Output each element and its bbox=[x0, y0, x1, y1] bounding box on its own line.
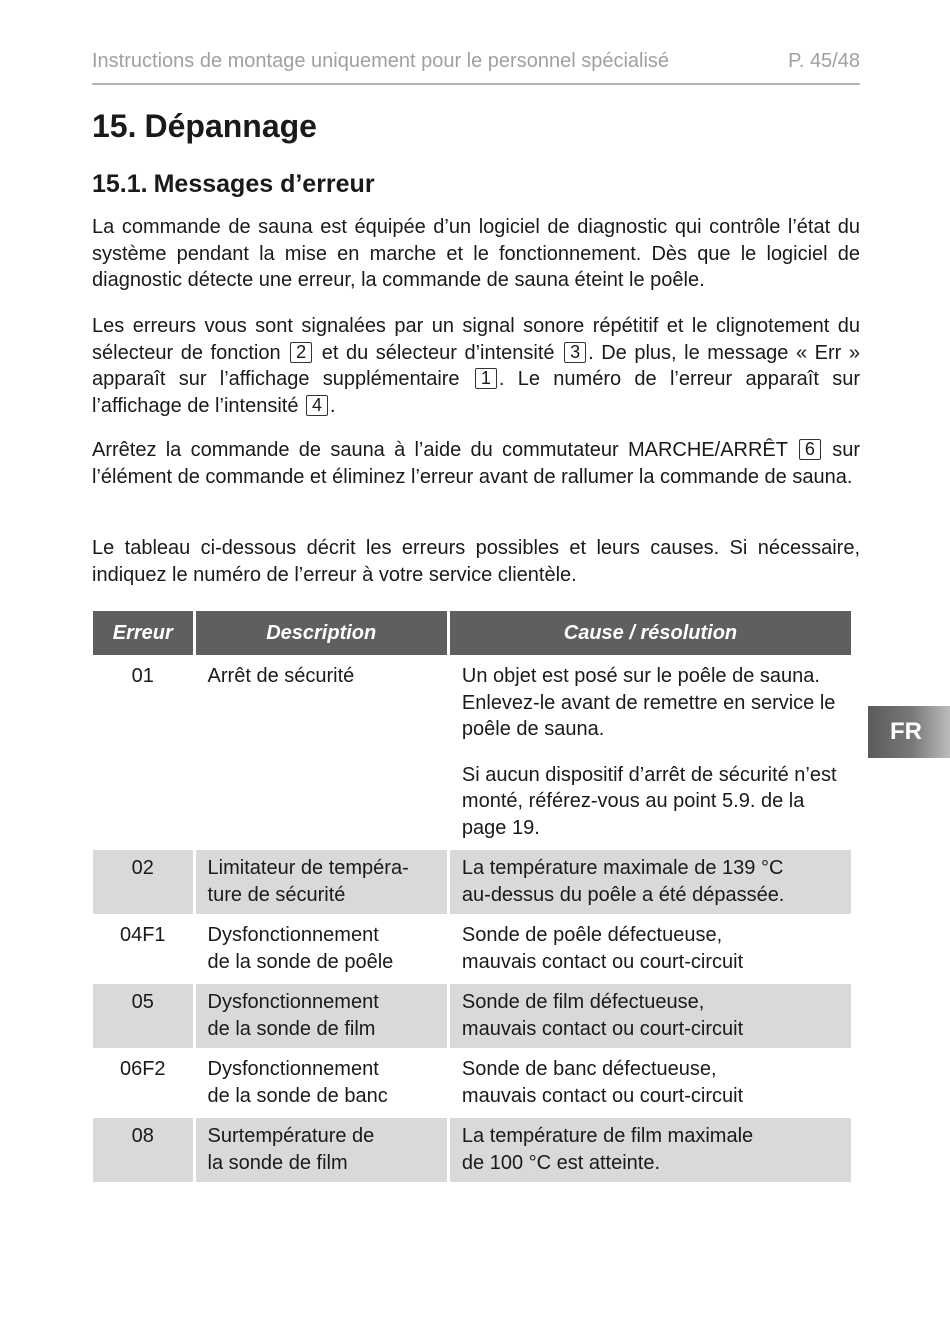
description-line: la sonde de film bbox=[207, 1151, 348, 1174]
text-run: Les erreurs vous sont signalées par un signal sonore répétitif et le clignotement du sélecteur de fonction bbox=[92, 315, 860, 364]
cause-line: Sonde de film défectueuse, bbox=[461, 991, 705, 1013]
error-description bbox=[196, 658, 447, 847]
description-line: de la sonde de film bbox=[207, 1017, 376, 1040]
table-header-row bbox=[93, 611, 851, 655]
section-heading bbox=[92, 108, 317, 145]
ref-key-intensity-display: 4 bbox=[306, 395, 328, 416]
subsection-title: Messages d’erreur bbox=[153, 170, 375, 198]
ref-key-intensity-selector: 3 bbox=[564, 342, 586, 363]
cause-line: mauvais contact ou court-circuit bbox=[461, 1017, 744, 1040]
error-code: 05 bbox=[93, 984, 193, 1048]
description-line: Surtempérature de bbox=[207, 1125, 375, 1147]
text-run: . bbox=[330, 394, 336, 417]
error-cause bbox=[450, 658, 851, 847]
paragraph-switch-off bbox=[92, 437, 860, 490]
description-line: Dysfonctionnement bbox=[207, 1058, 379, 1080]
language-tab: FR bbox=[868, 706, 950, 758]
section-title: Dépannage bbox=[144, 108, 317, 144]
description-line: Arrêt de sécurité bbox=[207, 665, 355, 687]
text-run: . Le numéro de l’erreur apparaît sur l’affichage de l’intensité bbox=[92, 368, 860, 417]
column-header-description: Description bbox=[196, 611, 447, 655]
cause-line: de 100 °C est atteinte. bbox=[461, 1151, 661, 1174]
error-description bbox=[196, 1051, 447, 1115]
description-line: de la sonde de banc bbox=[207, 1084, 388, 1107]
cause-line: Sonde de banc défectueuse, bbox=[461, 1058, 717, 1080]
table-row bbox=[93, 850, 851, 914]
paragraph-error-signal bbox=[92, 313, 860, 419]
subsection-heading bbox=[92, 170, 375, 199]
text-run: et du sélecteur d’intensité bbox=[321, 341, 555, 364]
table-row bbox=[93, 1118, 851, 1182]
error-code: 06F2 bbox=[119, 1058, 166, 1080]
table-row bbox=[93, 1051, 851, 1115]
error-table bbox=[90, 608, 854, 1185]
header-divider bbox=[92, 83, 860, 85]
cause-line: La température de film maximale bbox=[461, 1125, 754, 1147]
text-run: Arrêtez la commande de sauna à l’aide du commutateur MARCHE/ARRÊT bbox=[92, 439, 788, 461]
cause-line: Sonde de poêle défectueuse, bbox=[461, 924, 723, 946]
header-title: Instructions de montage uniquement pour le personnel spécialisé bbox=[92, 50, 670, 72]
cause-line: mauvais contact ou court-circuit bbox=[461, 950, 744, 973]
description-line: ture de sécurité bbox=[207, 883, 346, 906]
text-run: . De plus, le message « Err » apparaît sur l’affichage supplémentaire bbox=[92, 341, 861, 390]
error-description bbox=[196, 917, 447, 981]
column-header-cause: Cause / résolution bbox=[450, 611, 851, 655]
table-row bbox=[93, 658, 851, 847]
page-header bbox=[92, 50, 860, 73]
subsection-number: 15.1. bbox=[92, 170, 148, 198]
error-code: 08 bbox=[93, 1118, 193, 1182]
error-cause bbox=[450, 1051, 851, 1115]
cause-paragraph: Si aucun dispositif d’arrêt de sécurité n’est monté, référez-vous au point 5.9. de la page 19. bbox=[461, 763, 837, 839]
cause-line: au-dessus du poêle a été dépassée. bbox=[461, 883, 785, 906]
page-number: P. 45/48 bbox=[788, 50, 860, 72]
text-run: sur l’élément de commande et éliminez l’erreur avant de rallumer la commande de sauna. bbox=[92, 439, 860, 488]
error-cause bbox=[450, 1118, 851, 1182]
ref-key-extra-display: 1 bbox=[475, 368, 497, 389]
error-code: 01 bbox=[131, 665, 154, 687]
description-line: Dysfonctionnement bbox=[207, 924, 379, 946]
cause-line: mauvais contact ou court-circuit bbox=[461, 1084, 744, 1107]
error-cause bbox=[450, 850, 851, 914]
error-description bbox=[196, 1118, 447, 1182]
error-cause bbox=[450, 984, 851, 1048]
description-line: Limitateur de tempéra- bbox=[207, 857, 409, 879]
cause-line: La température maximale de 139 °C bbox=[461, 857, 784, 879]
description-line: Dysfonctionnement bbox=[207, 991, 379, 1013]
paragraph-table-intro: Le tableau ci-dessous décrit les erreurs possibles et leurs causes. Si nécessaire, indiquez le numéro de l’erreur à votre service clientèle. bbox=[92, 537, 860, 586]
description-line: de la sonde de poêle bbox=[207, 950, 394, 973]
cause-paragraph: Un objet est posé sur le poêle de sauna. Enlevez-le avant de remettre en service le poêle de sauna. bbox=[461, 665, 836, 740]
paragraph-diagnostic: La commande de sauna est équipée d’un logiciel de diagnostic qui contrôle l’état du système pendant la mise en marche et le fonctionnement. Dès que le logiciel de diagnostic détecte une erreur, la commande de sauna éteint le poêle. bbox=[92, 216, 860, 291]
table-row bbox=[93, 917, 851, 981]
error-code: 02 bbox=[93, 850, 193, 914]
column-header-error: Erreur bbox=[93, 611, 193, 655]
error-code: 04F1 bbox=[119, 924, 166, 946]
error-description bbox=[196, 850, 447, 914]
error-cause bbox=[450, 917, 851, 981]
ref-key-function-selector: 2 bbox=[290, 342, 312, 363]
table-row bbox=[93, 984, 851, 1048]
error-description bbox=[196, 984, 447, 1048]
section-number: 15. bbox=[92, 108, 137, 144]
ref-key-on-off-switch: 6 bbox=[799, 439, 821, 460]
